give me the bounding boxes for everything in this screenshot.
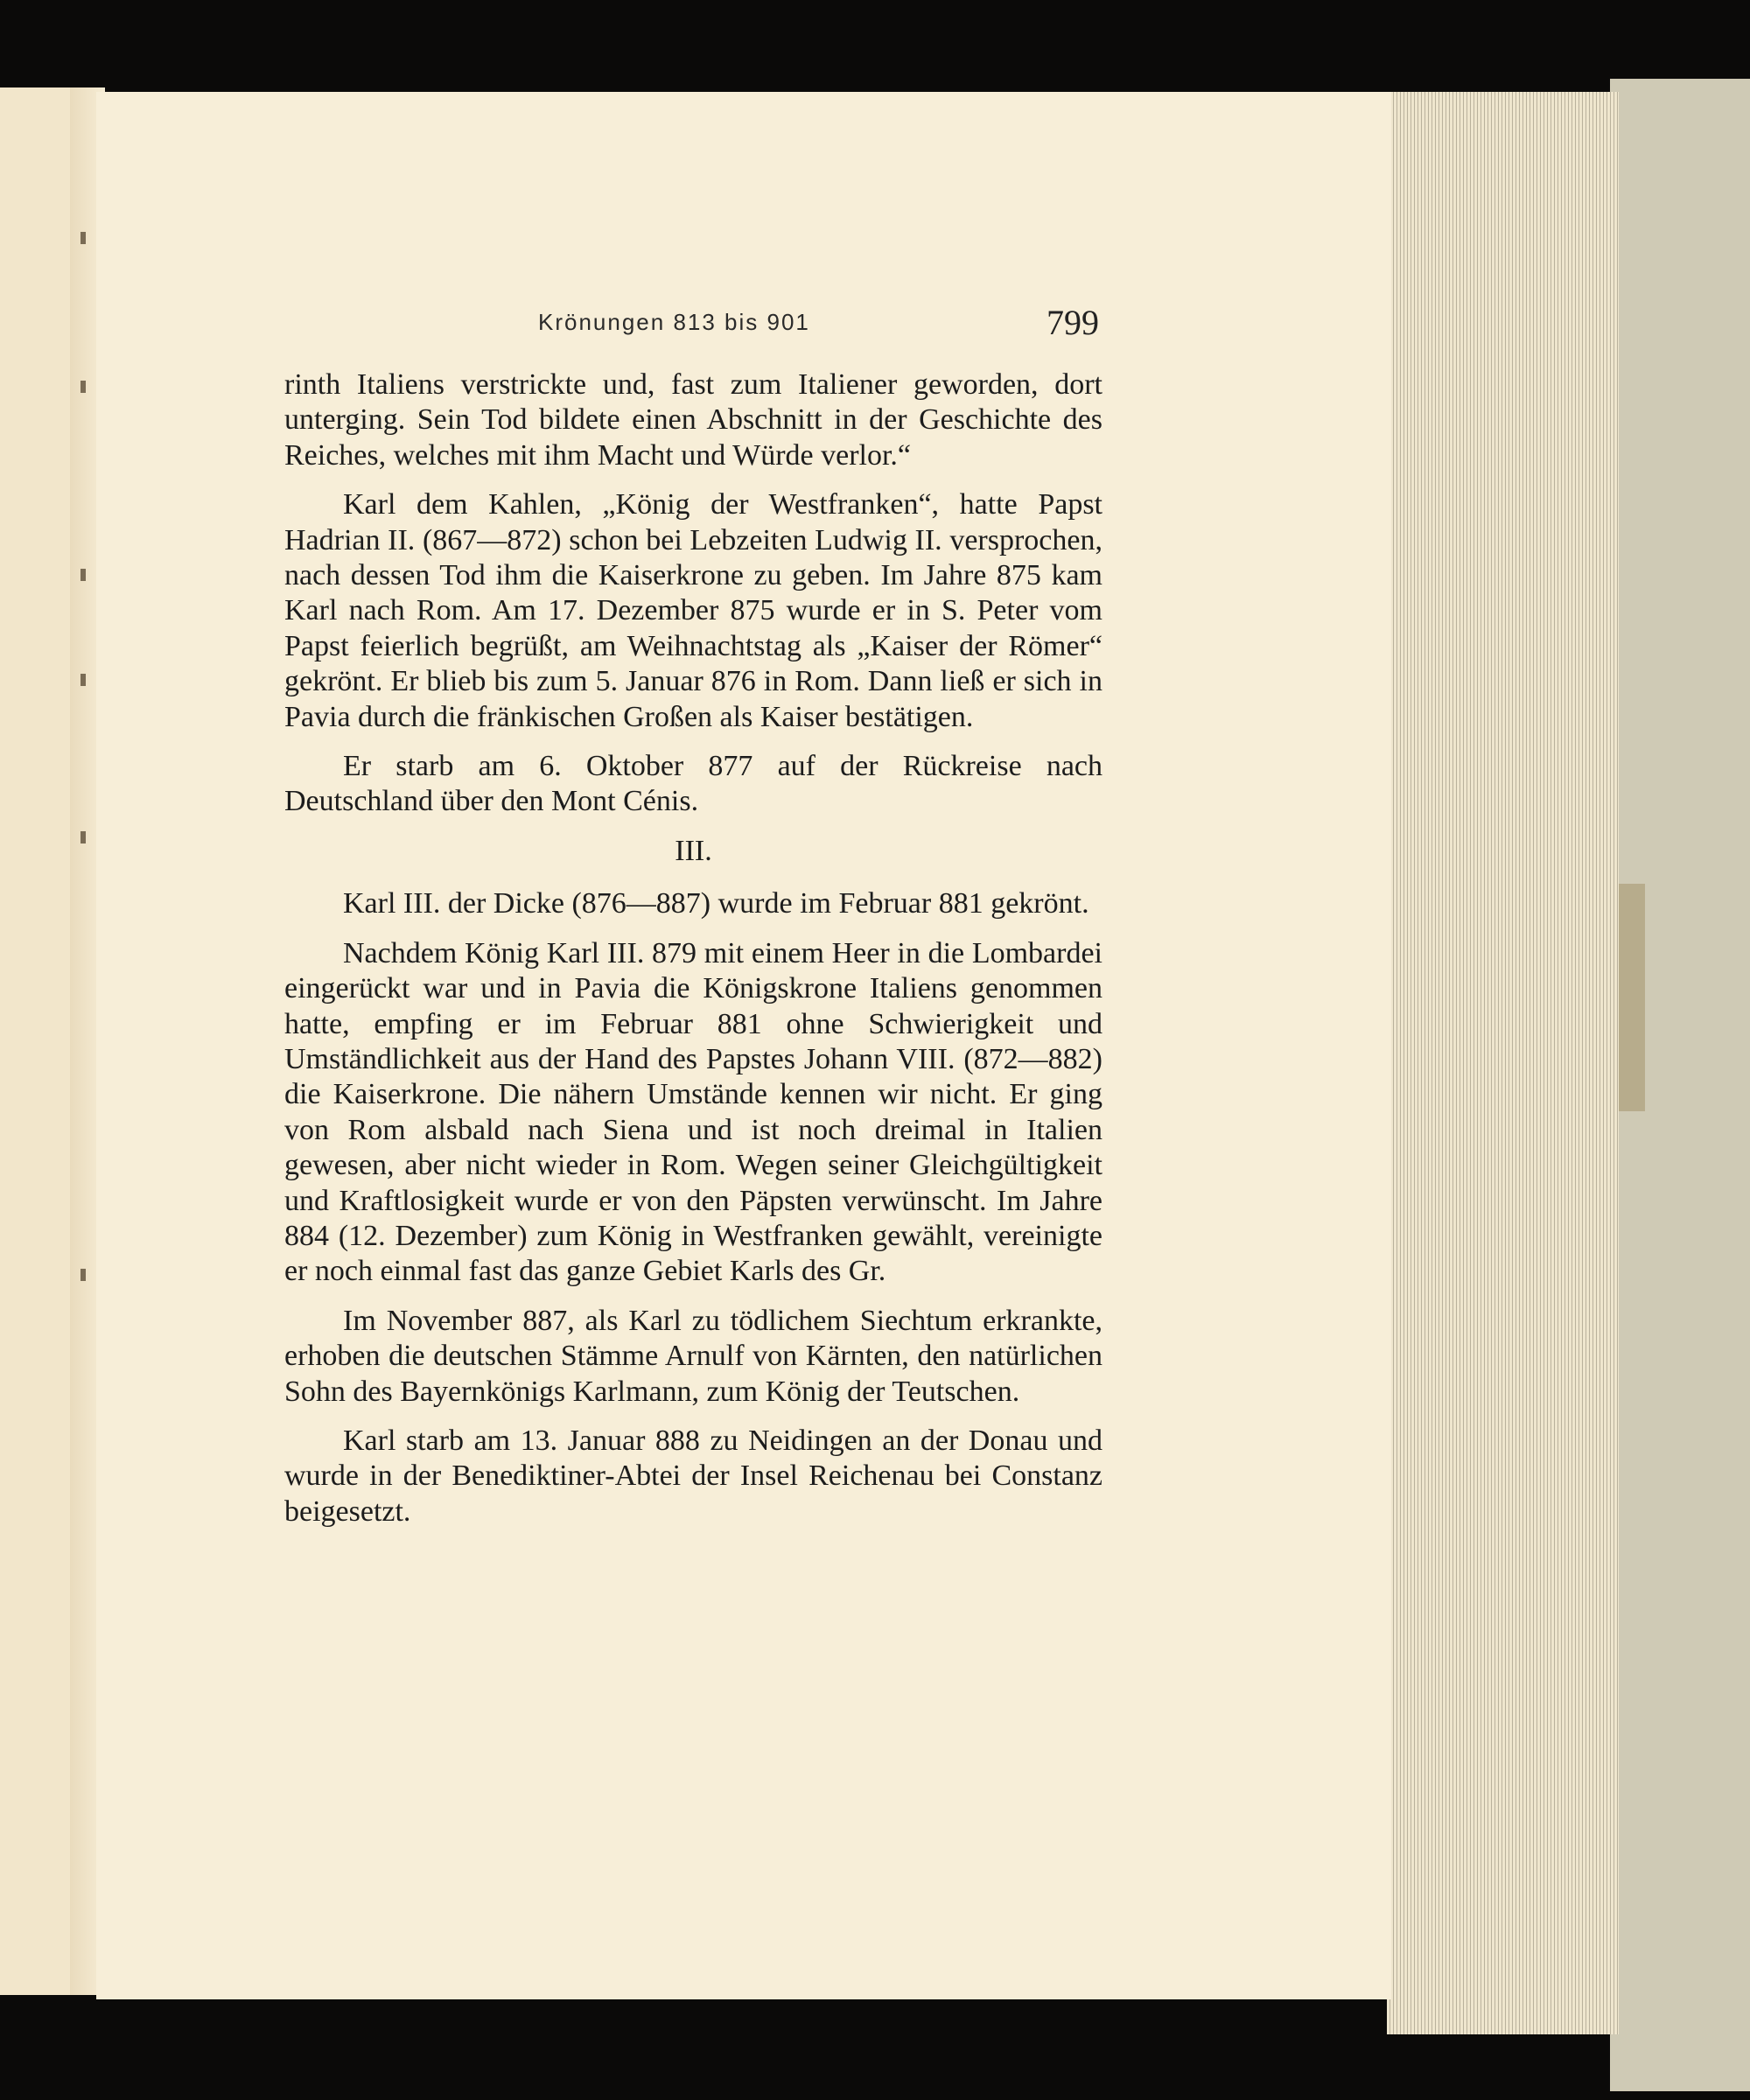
paragraph: Karl dem Kahlen, „König der Westfranken“, hatte Papst Hadrian II. (867—872) schon bei Lebzeiten Ludwig II. versprochen, nach dessen Tod ihm die Kaiserkrone zu geben. Im Jahre 875 kam Karl nach Rom. Am 17. Dezember 875 wurde er in S. Peter vom Papst feierlich begrüßt, am Weihnachtstag als „Kaiser der Römer“ gekrönt. Er blieb bis zum 5. Januar 876 in Rom. Dann ließ er sich in Pavia durch die fränkischen Großen als Kaiser bestätigen. <box>284 488 1102 733</box>
margin-mark <box>80 831 86 844</box>
margin-mark <box>80 381 86 393</box>
running-title: Krönungen 813 bis 901 <box>538 309 810 335</box>
page-number: 799 <box>1046 303 1099 342</box>
main-text <box>284 368 1102 1544</box>
page-block-edges <box>1387 92 1619 2034</box>
margin-mark <box>80 674 86 686</box>
paragraph: Im November 887, als Karl zu tödlichem Siechtum erkrankte, erhoben die deutschen Stämme Arnulf von Kärnten, den natürlichen Sohn des Bayernkönigs Karlmann, zum König der Teutschen. <box>284 1304 1102 1408</box>
page-header <box>284 302 1102 346</box>
paragraph: rinth Italiens verstrickte und, fast zum Italiener geworden, dort unterging. Sein Tod bildete einen Abschnitt in der Geschichte des Reiches, welches mit ihm Macht und Würde verlor.“ <box>284 368 1102 472</box>
margin-mark <box>80 232 86 244</box>
spine-label-strip <box>1619 884 1645 1111</box>
section-heading: III. <box>675 834 712 867</box>
paragraph: Er starb am 6. Oktober 877 auf der Rückreise nach Deutschland über den Mont Cénis. <box>284 750 1102 818</box>
margin-mark <box>80 569 86 581</box>
margin-mark <box>80 1269 86 1281</box>
paragraph: Nachdem König Karl III. 879 mit einem Heer in die Lombardei eingerückt war und in Pavia die Königskrone Italiens genommen hatte, empfing er im Februar 881 ohne Schwierigkeit und Umständlichkeit aus der Hand des Papstes Johann VIII. (872—882) die Kaiserkrone. Die nähern Umstände kennen wir nicht. Er ging von Rom alsbald nach Siena und ist noch dreimal in Italien gewesen, aber nicht wieder in Rom. Wegen seiner Gleichgültigkeit und Kraftlosigkeit wurde er von den Päpsten verwünscht. Im Jahre 884 (12. Dezember) zum König in Westfranken gewählt, vereinigte er noch einmal fast das ganze Gebiet Karls des Gr. <box>284 936 1102 1288</box>
paragraph: Karl III. der Dicke (876—887) wurde im Februar 881 gekrönt. <box>343 887 1089 920</box>
paragraph: Karl starb am 13. Januar 888 zu Neidingen an der Donau und wurde in der Benediktiner-Abtei der Insel Reichenau bei Constanz beigesetzt. <box>284 1424 1102 1528</box>
